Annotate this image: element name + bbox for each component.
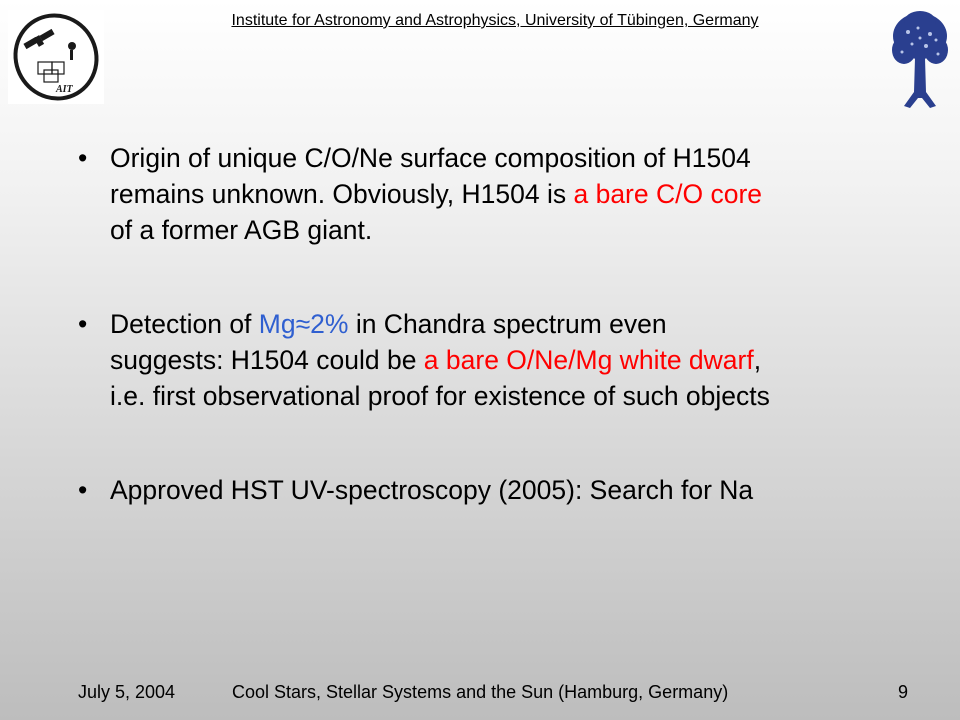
bullet-line xyxy=(110,306,938,342)
institute-header[interactable]: Institute for Astronomy and Astrophysics, University of Tübingen, Germany xyxy=(231,12,759,29)
bullet-text: i.e. first observational proof for existence of such objects xyxy=(110,381,770,411)
highlight-text: a bare C/O core xyxy=(573,179,763,209)
bullet-line xyxy=(110,212,938,248)
footer-page-number: 9 xyxy=(898,682,909,702)
highlight-text: a bare O/Ne/Mg white dwarf xyxy=(423,345,754,375)
bullet-text: suggests: H1504 could be xyxy=(110,345,424,375)
footer-conference: Cool Stars, Stellar Systems and the Sun (Hamburg, Germany) xyxy=(232,682,729,702)
bullet-text: remains unknown. Obviously, H1504 is xyxy=(110,179,574,209)
university-tree-logo xyxy=(890,10,950,112)
highlight-text: Mg≈2% xyxy=(258,309,349,339)
bullet-text: Approved HST UV-spectroscopy (2005): Search for Na xyxy=(110,475,754,505)
bullet-line xyxy=(110,176,938,212)
bullet-line xyxy=(110,140,938,176)
bullet-text: Origin of unique C/O/Ne surface composition of H1504 xyxy=(110,143,751,173)
bullet-item xyxy=(78,140,938,248)
bullet-list xyxy=(78,140,938,508)
bullet-text: in Chandra spectrum even xyxy=(348,309,667,339)
bullet-marker: • xyxy=(78,309,88,339)
bullet-marker: • xyxy=(78,143,88,173)
bullet-text: of a former AGB giant. xyxy=(110,215,373,245)
bullet-line xyxy=(110,342,938,378)
bullet-text: , xyxy=(753,345,762,375)
ait-logo-text: AIT xyxy=(56,84,73,95)
bullet-line xyxy=(110,472,938,508)
bullet-line xyxy=(110,378,938,414)
bullet-text: Detection of xyxy=(110,309,259,339)
bullet-item xyxy=(78,306,938,414)
footer-date: July 5, 2004 xyxy=(78,682,176,702)
bullet-item xyxy=(78,472,938,508)
ait-logo xyxy=(8,10,104,104)
bullet-marker: • xyxy=(78,475,88,505)
